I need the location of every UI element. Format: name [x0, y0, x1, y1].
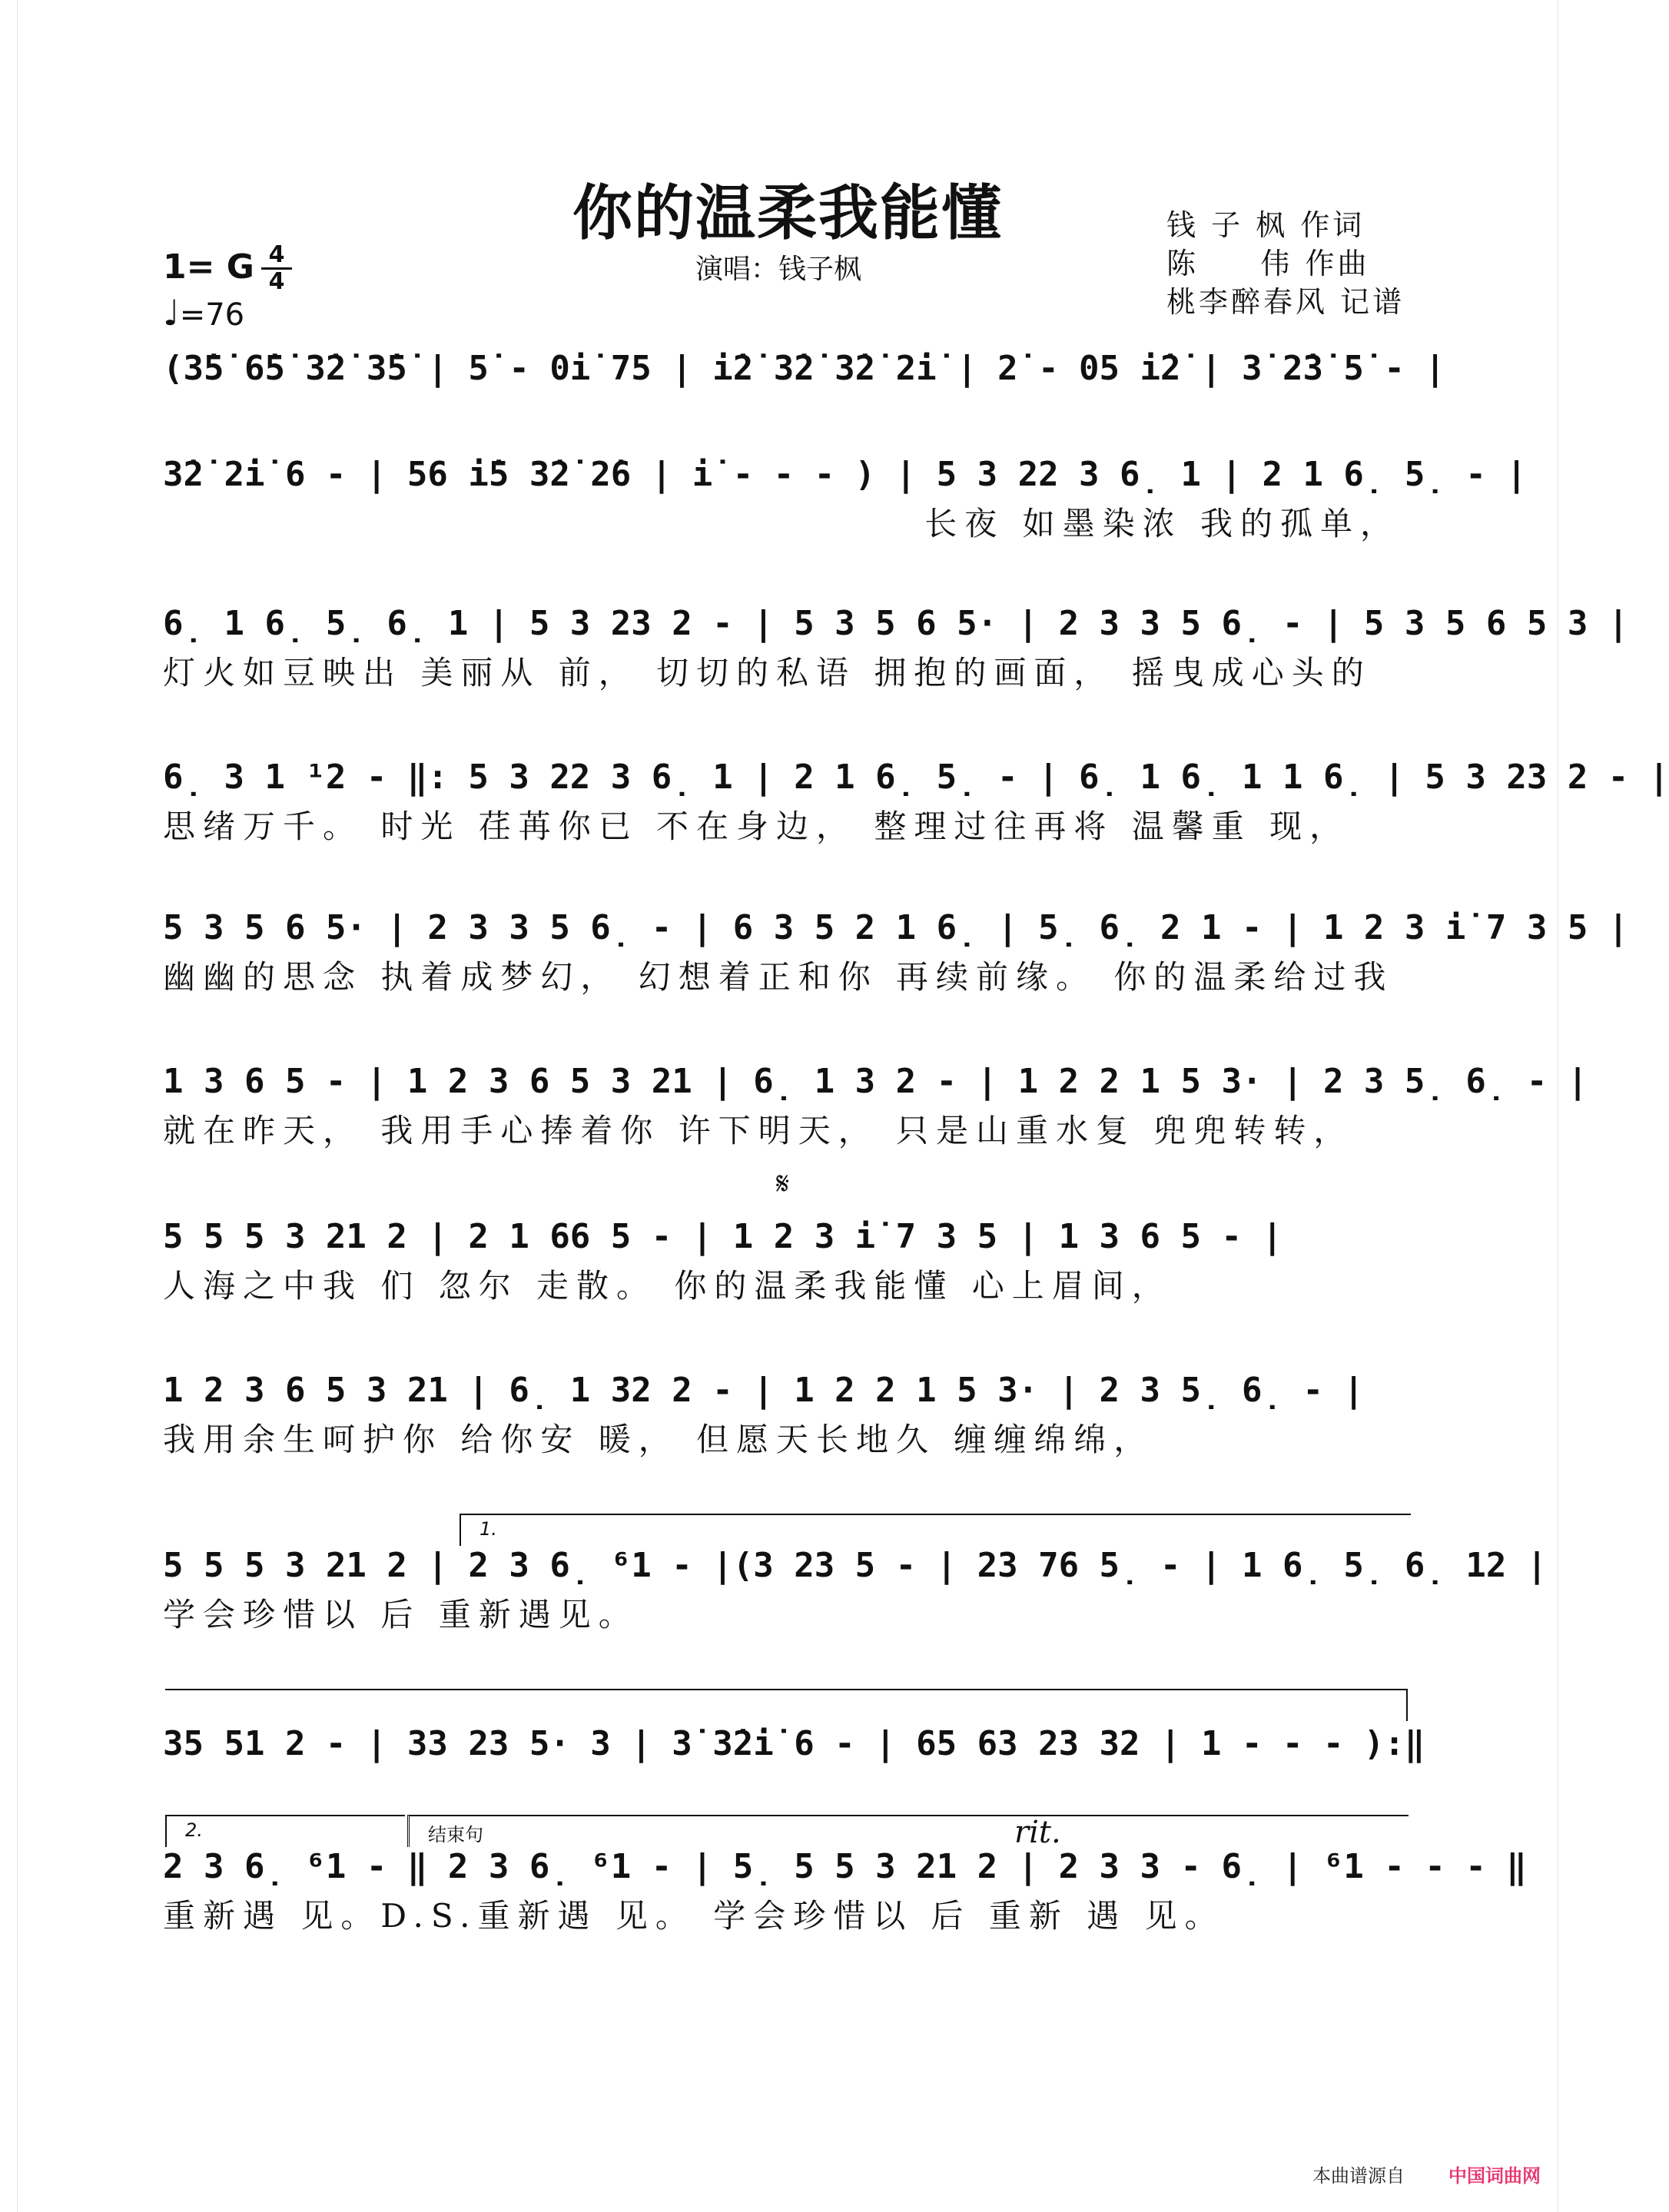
- notation-line: 1 2 3 6 5 3 21 | 6̣ 1 32 2 - | 1 2 2 1 5 3· | 2 3 5̣ 6̣ - |: [163, 1371, 1364, 1410]
- score-system-6: [163, 1057, 1588, 1154]
- lyrics-line: 学会珍惜以 后 重新遇见。: [163, 1596, 639, 1633]
- ritardando-mark: rit.: [1014, 1815, 1061, 1850]
- lyrics-line: 我用余生呵护你 给你安 暖， 但愿天长地久 缠缠绵绵，: [163, 1421, 1154, 1458]
- notation-line: 1 3 6 5 - | 1 2 3 6 5 3 21 | 6̣ 1 3 2 - | 1 2 2 1 5 3· | 2 3 5̣ 6̣ - |: [163, 1062, 1588, 1101]
- notation-line: 35 51 2 - | 33 23 5· 3 | 3̇ 3̇2̇i̇ 6 - | 65 63 23 32 | 1 - - - ):‖: [163, 1724, 1425, 1763]
- score-system-4: [163, 753, 1669, 850]
- score-system-3: [163, 599, 1629, 696]
- ending-phrase-label: 结束句: [428, 1824, 483, 1846]
- singer-credit: 演唱：钱子枫: [695, 254, 862, 285]
- lyrics-line: 思绪万千。 时光 荏苒你已 不在身边， 整理过往再将 温馨重 现，: [163, 808, 1350, 845]
- notation-line: 5 5 5 3 21 2 | 2 1 66 5 - | 1 2 3 i̇ 7 3 5 | 1 3 6 5 - |: [163, 1217, 1282, 1256]
- tempo-value: =76: [179, 297, 245, 333]
- site-link[interactable]: 中国词曲网: [1448, 2165, 1541, 2187]
- notation-line: 5 3 5 6 5· | 2 3 3 5 6̣ - | 6 3 5 2 1 6̣ | 5̣ 6̣ 2 1 - | 1 2 3 i̇ 7 3 5 |: [163, 908, 1629, 947]
- transcriber-credit: 桃李醉春风 记谱: [1166, 285, 1405, 319]
- lyrics-line: 就在昨天， 我用手心捧着你 许下明天， 只是山重水复 兜兜转转，: [163, 1112, 1354, 1149]
- score-system-2: [163, 450, 1527, 547]
- first-ending-label: 1.: [479, 1518, 497, 1540]
- segno-sign: 𝄋: [776, 1166, 790, 1202]
- score-system-8: [163, 1366, 1415, 1463]
- time-signature-top: 4: [261, 243, 292, 270]
- composer-credit: 陈 伟 作曲: [1166, 247, 1370, 280]
- score-system-1: [163, 344, 1445, 393]
- score-system-7: [163, 1212, 1415, 1309]
- lyrics-line: 幽幽的思念 执着成梦幻， 幻想着正和你 再续前缘。 你的温柔给过我: [163, 958, 1394, 996]
- score-system-10: [163, 1720, 1425, 1769]
- lyricist-credit: 钱 子 枫 作词: [1166, 208, 1365, 242]
- second-ending-label: 2.: [185, 1819, 203, 1841]
- notation-line: 6̣ 1 6̣ 5̣ 6̣ 1 | 5 3 23 2 - | 5 3 5 6 5· | 2 3 3 5 6̣ - | 5 3 5 6 5 3 |: [163, 604, 1629, 643]
- notation-line: (3̇5̇ 6̇5̇ 3̇2̇ 3̇5̇ | 5̇ - 0i̇ 75 | i̇2̇ 3̇2̇ 3̇2̇ 2̇i̇ | 2̇ - 05 i̇2̇ | 3̇ 2̇3̇ 5̇ - |: [163, 349, 1445, 388]
- quarter-note-icon: ♩: [163, 292, 180, 333]
- tempo-marking: [163, 292, 244, 333]
- source-note: 本曲谱源自: [1312, 2165, 1405, 2187]
- score-system-5: [163, 904, 1629, 1000]
- lyrics-line: 长夜 如墨染浓 我的孤单，: [924, 505, 1400, 542]
- time-signature-bottom: 4: [268, 268, 285, 295]
- notation-line: 5 5 5 3 21 2 | 2 3 6̣ ⁶1 - |(3 23 5 - | 23 76 5̣ - | 1 6̣ 5̣ 6̣ 12 |: [163, 1546, 1548, 1585]
- lyrics-line: 灯火如豆映出 美丽从 前， 切切的私语 拥抱的画面， 摇曳成心头的: [163, 654, 1372, 691]
- lyrics-line: 重新遇 见。D.S.重新遇 见。 学会珍惜以 后 重新 遇 见。: [163, 1897, 1225, 1935]
- notation-line: 3̇2̇ 2̇i̇ 6 - | 56 i̇5 3̇2̇ 2̇6 | i̇ - - - ) | 5 3 22 3 6̣ 1 | 2 1 6̣ 5̣ - |: [163, 455, 1527, 494]
- right-page-edge: [1558, 0, 1575, 2212]
- left-page-edge: [0, 0, 18, 2212]
- key-signature: 1= G: [163, 247, 254, 287]
- credits-block: [1166, 206, 1405, 321]
- score-system-11: [163, 1842, 1527, 1939]
- notation-line: 2 3 6̣ ⁶1 - ‖ 2 3 6̣ ⁶1 - | 5̣ 5 5 3 21 2 | 2 3 3 - 6̣ | ⁶1 - - - ‖: [163, 1847, 1527, 1886]
- lyrics-line: 人海之中我 们 忽尔 走散。 你的温柔我能懂 心上眉间，: [163, 1267, 1172, 1305]
- time-signature: [261, 243, 292, 294]
- first-ending-continuation: [165, 1689, 1408, 1721]
- notation-line: 6̣ 3 1 ¹2 - ‖: 5 3 22 3 6̣ 1 | 2 1 6̣ 5̣ - | 6̣ 1 6̣ 1 1 6̣ | 5 3 23 2 - |: [163, 758, 1669, 797]
- score-system-9: [163, 1541, 1548, 1638]
- song-title: 你的温柔我能懂: [572, 178, 1003, 248]
